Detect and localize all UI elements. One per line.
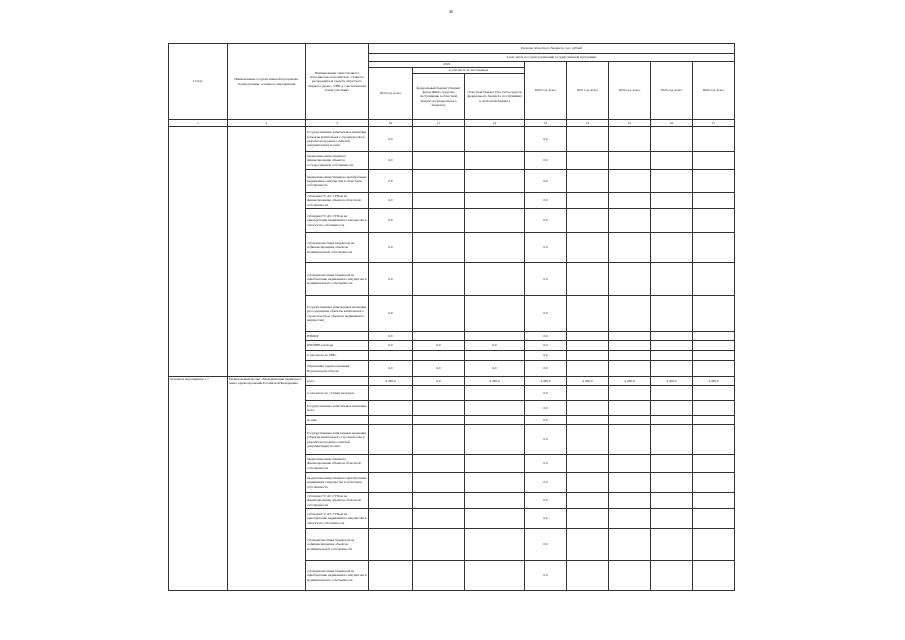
row-desc: бюджетные инвестиции на финансирование объектов государственной собственности	[306, 152, 369, 170]
col-number: 11	[413, 120, 465, 127]
event-2020: 4 200,0	[525, 377, 567, 386]
cell-2020: 0,0	[525, 193, 567, 209]
event-regional: 4 200,0	[465, 377, 525, 386]
row-desc: субсидии ГУ, АУ, ГУПам на приобретение недвижимого имущества в областную собственность	[306, 509, 369, 529]
cell-federal	[413, 209, 465, 233]
cell-2020: 0,0	[525, 341, 567, 351]
cell-2019-total: 0,0	[369, 193, 413, 209]
event-total-label: всего	[306, 377, 369, 386]
event-2022: 4 200,0	[609, 377, 651, 386]
cell-regional	[465, 152, 525, 170]
cell-regional	[465, 209, 525, 233]
cell-federal	[413, 193, 465, 209]
row-desc: Государственные капитальные вложения (на содержание объектов капитального строительства и объектов недвижимого имущества)	[306, 296, 369, 332]
row-desc: бюджетные инвестиции на приобретение недвижимого имущества в областную собственность	[306, 473, 369, 493]
event-2021: 4 200,0	[567, 377, 609, 386]
row-desc: ПРОЧИЕ расходы	[306, 341, 369, 351]
cell-2020: 0,0	[525, 263, 567, 296]
col-number: 17	[693, 120, 735, 127]
header-2022: 2022 год, всего	[609, 62, 651, 120]
row-desc: в том числе из ГРБС	[306, 351, 369, 361]
event-name: Региональный проект «Модернизация первичного звена здравоохранения Российской Федерации»	[228, 377, 306, 591]
header-federal: федеральный бюджет (бюджет фонда ЖКХ; средства, поступившие в областной бюджет из федерального бюджета)	[413, 74, 465, 120]
header-2020: 2020 год, всего	[525, 62, 567, 120]
cell-2019-total	[369, 351, 413, 361]
cell-federal	[413, 296, 465, 332]
cell-federal	[413, 233, 465, 263]
cell-federal	[413, 351, 465, 361]
column-number-row	[169, 120, 735, 127]
cell-2020: 0,0	[525, 529, 567, 561]
cell-regional	[465, 296, 525, 332]
cell-federal	[413, 127, 465, 152]
cell-2019-total: 0,0	[369, 341, 413, 351]
cell-2019-total: 0,0	[369, 296, 413, 332]
cell-2019-total: 0,0	[369, 170, 413, 193]
cell-2020: 0,0	[525, 473, 567, 493]
row-desc: Государственные капитальные вложения (объекты капитального строительства и разработка проектно-сметной документации), из них:	[306, 127, 369, 152]
col-number: 3	[306, 120, 369, 127]
header-by-years: в том числе по годам реализации государственной программы	[369, 54, 735, 62]
cell-federal	[413, 263, 465, 296]
row-desc: в том числе по статьям расходов:	[306, 386, 369, 401]
event-status: Основное мероприятие 1.7	[169, 377, 228, 591]
row-desc: бюджетные инвестиции на финансирование объектов областной собственности	[306, 455, 369, 473]
col-number: 10	[369, 120, 413, 127]
cell-2020: 0,0	[525, 416, 567, 425]
col-number: 1	[169, 120, 228, 127]
page-number: 46	[449, 9, 453, 14]
event-federal: 0,0	[413, 377, 465, 386]
row-desc: НИОКР	[306, 332, 369, 341]
event-total: 4 200,0	[369, 377, 413, 386]
cell-2019-total: 0,0	[369, 361, 413, 377]
row-desc: субсидии местным бюджетам на софинансирование объектов муниципальной собственности	[306, 529, 369, 561]
row-desc: субсидии местным бюджетам на приобретение недвижимого имущества в муниципальную собственность	[306, 561, 369, 591]
row-desc: из них:	[306, 416, 369, 425]
cell-regional	[465, 351, 525, 361]
cell-regional: 0,0	[465, 341, 525, 351]
cell-federal: 0,0	[413, 361, 465, 377]
header-2019-total: 2019 год, всего	[369, 68, 413, 120]
col-number: 13	[525, 120, 567, 127]
cell-2020: 0,0	[525, 233, 567, 263]
event-2024: 4 200,0	[693, 377, 735, 386]
cell-2019-total: 0,0	[369, 127, 413, 152]
col-number: 14	[567, 120, 609, 127]
cell-federal: 0,0	[413, 341, 465, 351]
header-regional: областной бюджет (без учета средств федерального бюджета, поступивших в областной бюджет)	[465, 74, 525, 120]
header-incl-sources: в том числе по источникам	[413, 68, 525, 74]
cell-2020: 0,0	[525, 170, 567, 193]
row-desc: субсидии местным бюджетам на приобретение недвижимого имущества в муниципальную собственность	[306, 263, 369, 296]
cell-regional	[465, 193, 525, 209]
cell-2020: 0,0	[525, 152, 567, 170]
row-desc: Управление здравоохранения Воронежской области	[306, 361, 369, 377]
cell-2019-total: 0,0	[369, 209, 413, 233]
cell-2020: 0,0	[525, 209, 567, 233]
row-desc: субсидии местным бюджетам на софинансирование объектов муниципальной собственности	[306, 233, 369, 263]
event-total-row	[169, 377, 735, 386]
event-2023: 4 200,0	[651, 377, 693, 386]
row-desc: бюджетные инвестиции на приобретение недвижимого имущества в областную собственность	[306, 170, 369, 193]
cell-2020: 0,0	[525, 493, 567, 509]
row-desc: субсидии ГУ, АУ, ГУПам на приобретение недвижимого имущества в областную собственность	[306, 209, 369, 233]
cell-regional	[465, 263, 525, 296]
col-number: 15	[609, 120, 651, 127]
cell-2020: 0,0	[525, 509, 567, 529]
cell-regional	[465, 233, 525, 263]
cell-regional	[465, 127, 525, 152]
header-2023: 2023 год, всего	[651, 62, 693, 120]
cell-2020: 0,0	[525, 561, 567, 591]
row-desc: субсидии ГУ, АУ, ГУПам на финансирование объектов областной собственности	[306, 193, 369, 209]
header-status: Статус	[169, 44, 228, 120]
cell-2019-total: 0,0	[369, 263, 413, 296]
col-number: 2	[228, 120, 306, 127]
cell-federal	[413, 332, 465, 341]
col-number: 16	[651, 120, 693, 127]
cell-federal	[413, 152, 465, 170]
row-desc: субсидии ГУ, АУ, ГУПам на финансирование объектов областной собственности	[306, 493, 369, 509]
cell-2020: 0,0	[525, 425, 567, 455]
header-expenses: Расходы областного бюджета, тыс. рублей	[369, 44, 735, 54]
cell-2020: 0,0	[525, 127, 567, 152]
cell-2020: 0,0	[525, 455, 567, 473]
header-2024: 2024 год, всего	[693, 62, 735, 120]
cell-2020: 0,0	[525, 386, 567, 401]
cell-2019-total: 0,0	[369, 332, 413, 341]
name-cell-empty	[228, 127, 306, 377]
status-cell-empty	[169, 127, 228, 377]
header-program-name: Наименование государственной программы, подпрограммы, основного мероприятия	[228, 44, 306, 120]
row-desc: Государственные капитальные вложения, всего	[306, 401, 369, 416]
cell-2020: 0,0	[525, 332, 567, 341]
table-row	[169, 127, 735, 152]
cell-2019-total: 0,0	[369, 152, 413, 170]
header-year-2019: 2019	[369, 62, 525, 68]
cell-regional	[465, 170, 525, 193]
cell-2020: 0,0	[525, 296, 567, 332]
header-2021: 2021 год, всего	[567, 62, 609, 120]
cell-regional	[465, 332, 525, 341]
budget-table	[168, 43, 735, 591]
cell-2020: 0,0	[525, 351, 567, 361]
row-desc: Государственные капитальные вложения (объекты капитального строительства и разработка проектно-сметной документации), из них:	[306, 425, 369, 455]
cell-regional: 0,0	[465, 361, 525, 377]
cell-2020: 0,0	[525, 401, 567, 416]
col-number: 12	[465, 120, 525, 127]
cell-2020: 0,0	[525, 361, 567, 377]
cell-federal	[413, 170, 465, 193]
cell-2019-total: 0,0	[369, 233, 413, 263]
header-executor: Наименование ответственного исполнителя, исполнителя - главного распорядителя средств областного бюджета (далее - ГРБС), соисполнителя и/или участника	[306, 44, 369, 120]
